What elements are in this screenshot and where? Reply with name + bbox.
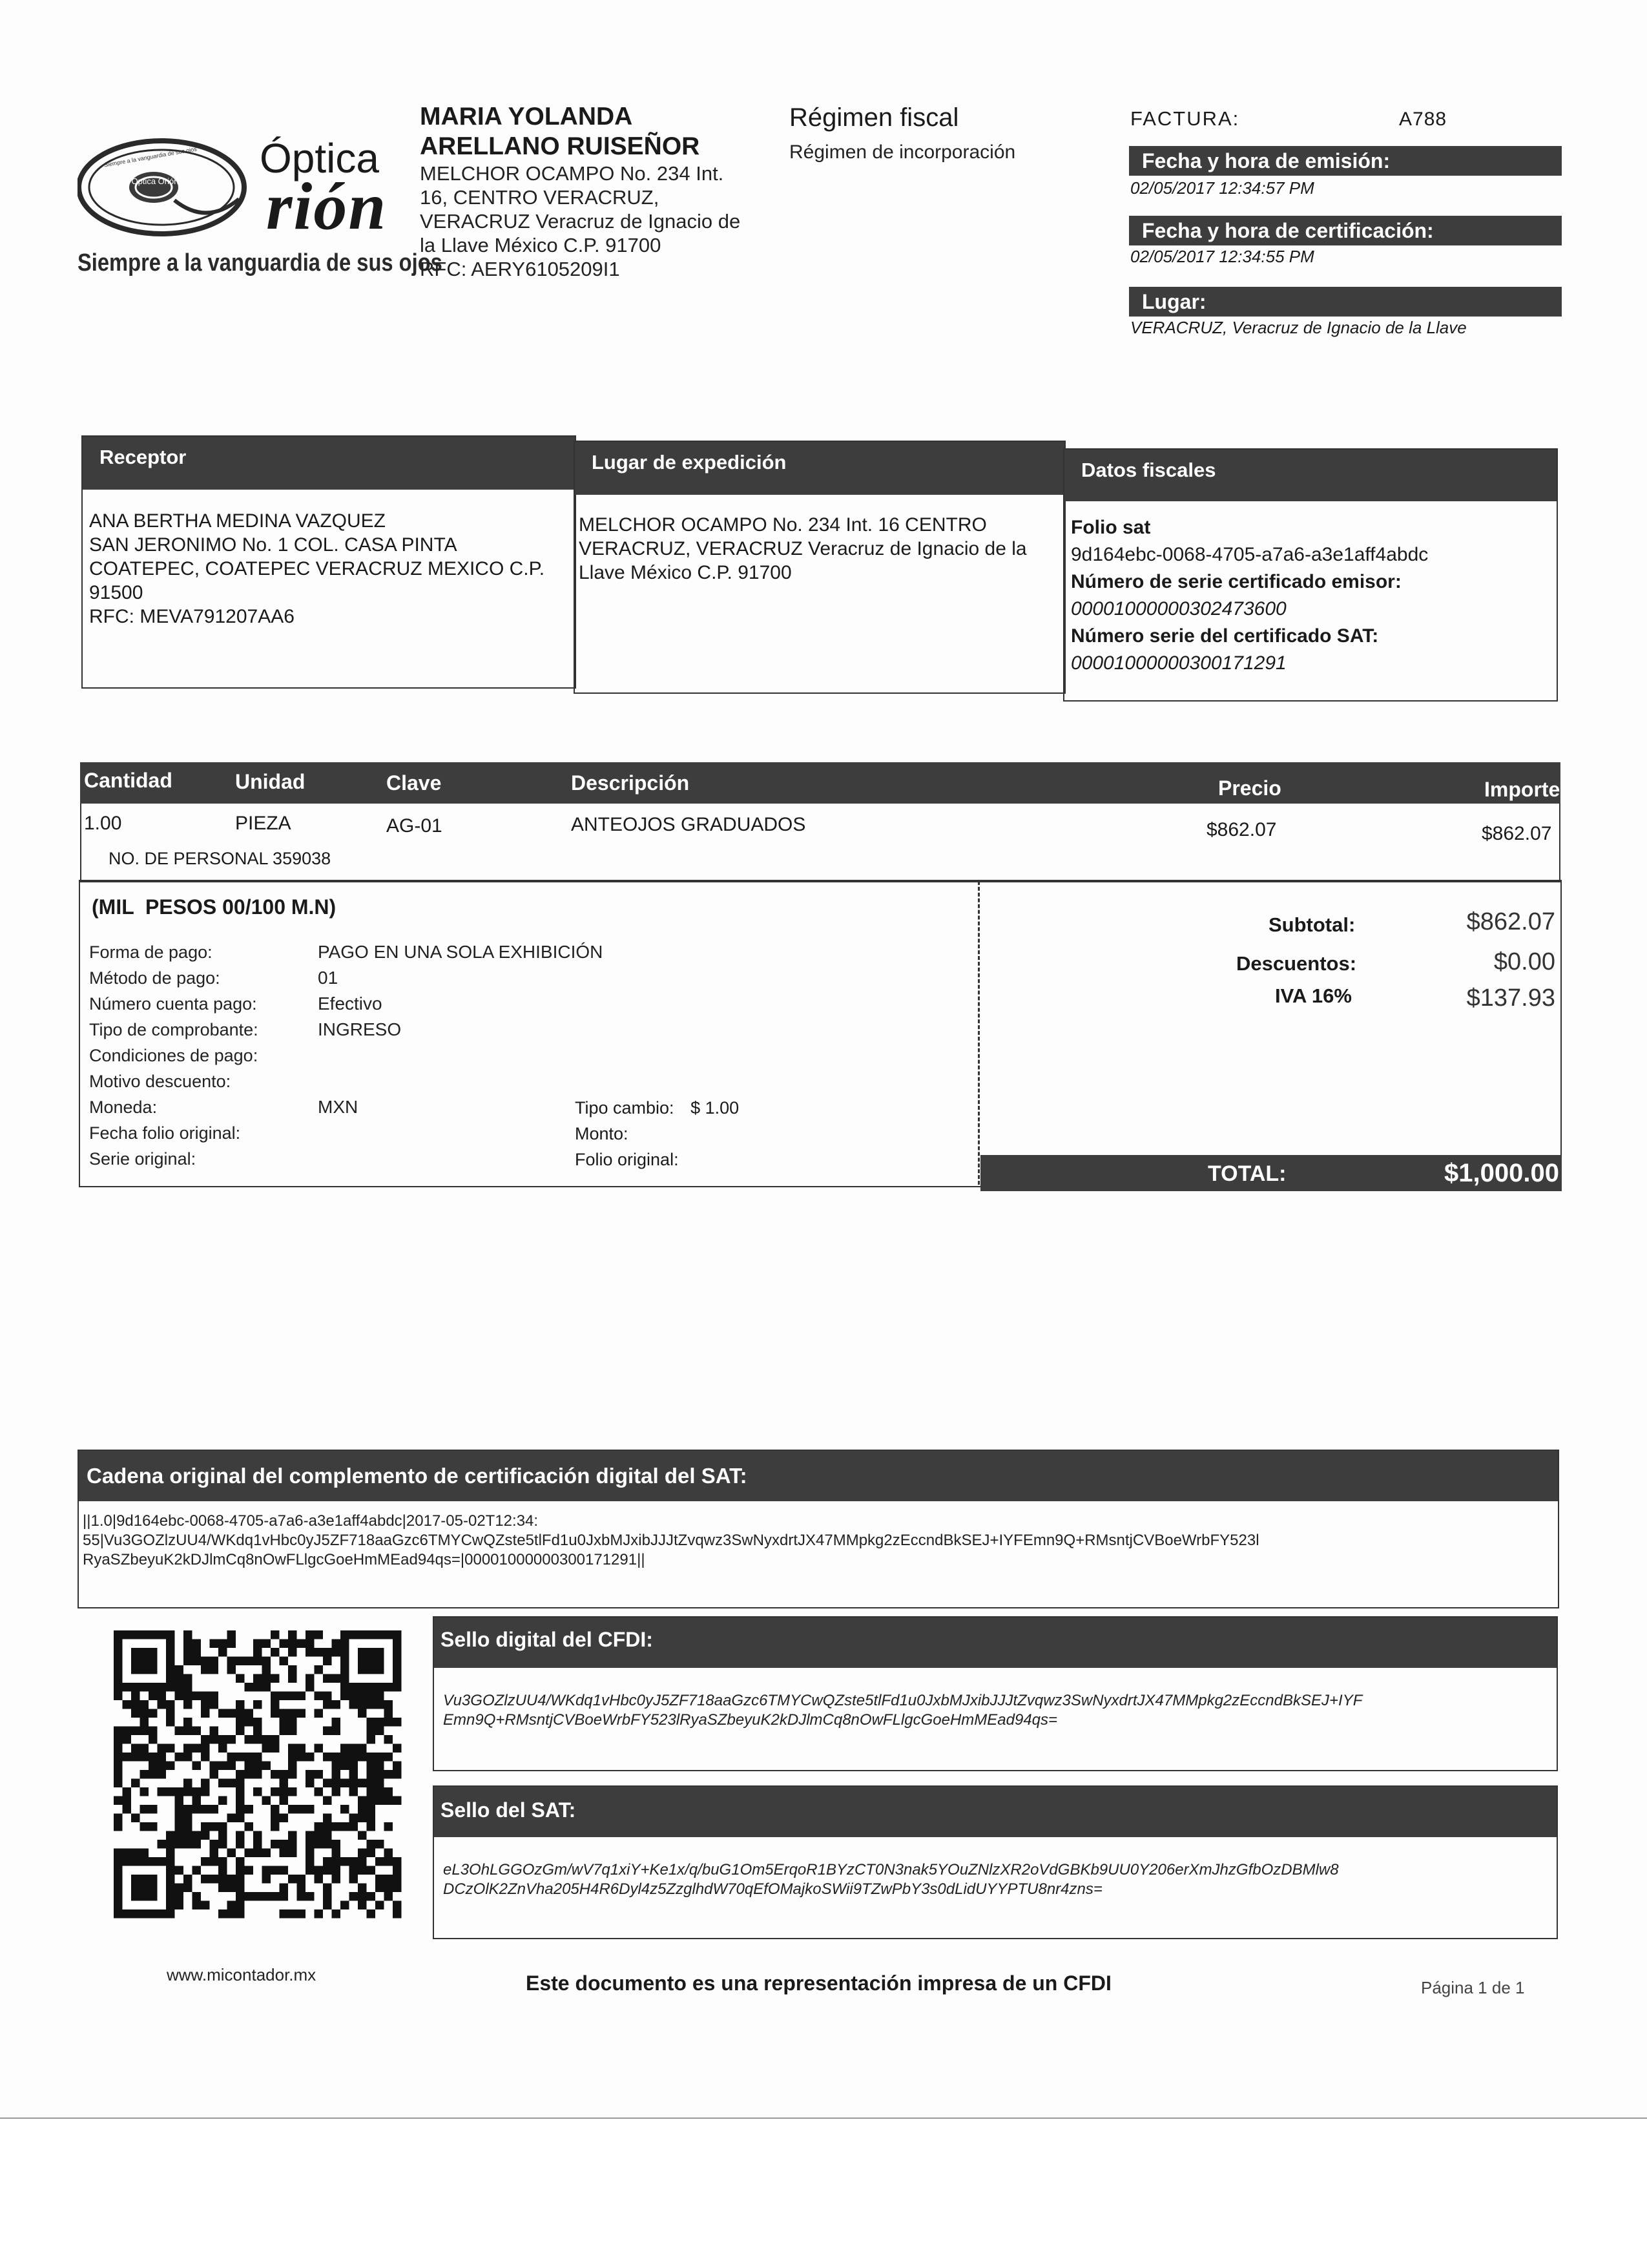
logo-slogan: Siempre a la vanguardia de sus ojos bbox=[78, 249, 442, 276]
cell-unidad: PIEZA bbox=[235, 813, 291, 834]
scan-bottom-margin bbox=[0, 2117, 1647, 2268]
field-label: Método de pago: bbox=[89, 968, 220, 988]
sello-sat-header: Sello del SAT: bbox=[434, 1787, 1557, 1837]
cert-sat-value: 00001000000300171291 bbox=[1071, 652, 1287, 674]
field-value: MXN bbox=[318, 1097, 358, 1117]
cadena-line: 55|Vu3GOZlzUU4/WKdq1vHbc0yJ5ZF718aaGzc6TMYCwQZste5tlFd1u0JxbMJxibJJJtZvqwz3SwNyxdrtJX47MMpkg2zEccndBkSEJ+IYFEmn9Q+RMsntjCVBoeWrbFY523l bbox=[83, 1532, 1259, 1549]
cell-descripcion: ANTEOJOS GRADUADOS bbox=[571, 814, 806, 835]
company-logo bbox=[78, 123, 442, 297]
folio-original-label: Folio original: bbox=[575, 1150, 679, 1169]
receptor-rfc: RFC: MEVA791207AA6 bbox=[89, 606, 295, 627]
field-label: Serie original: bbox=[89, 1149, 196, 1169]
sello-sat-box bbox=[433, 1785, 1558, 1939]
emision-header: Fecha y hora de emisión: bbox=[1129, 146, 1562, 176]
expedicion-line: MELCHOR OCAMPO No. 234 Int. 16 CENTRO bbox=[579, 514, 987, 536]
receptor-box bbox=[81, 435, 576, 689]
footer-website: www.micontador.mx bbox=[167, 1965, 316, 1984]
folio-sat-label: Folio sat bbox=[1071, 517, 1151, 538]
regimen-title: Régimen fiscal bbox=[789, 103, 959, 132]
cert-emisor-value: 00001000000302473600 bbox=[1071, 598, 1287, 619]
expedicion-line: Llave México C.P. 91700 bbox=[579, 562, 792, 583]
cadena-line: RyaSZbeyuK2kDJlmCq8nOwFLlgcGoeHmMEad94qs=|00001000000300171291|| bbox=[83, 1551, 645, 1568]
folio-sat-value: 9d164ebc-0068-4705-a7a6-a3e1aff4abdc bbox=[1071, 544, 1429, 565]
logo-brand-bottom: rión bbox=[266, 169, 388, 244]
footer-statement: Este documento es una representación impresa de un CFDI bbox=[526, 1971, 1112, 1995]
regimen-fiscal bbox=[789, 103, 1015, 163]
field-label: Fecha folio original: bbox=[89, 1123, 241, 1143]
summary-divider bbox=[978, 881, 980, 1185]
field-value: INGRESO bbox=[318, 1019, 402, 1039]
field-label: Condiciones de pago: bbox=[89, 1046, 258, 1065]
receptor-address-line: COATEPEC, COATEPEC VERACRUZ MEXICO C.P. bbox=[89, 558, 545, 579]
field-serie-original bbox=[89, 1146, 258, 1172]
cell-clave: AG-01 bbox=[386, 815, 442, 837]
certificacion-value: 02/05/2017 12:34:55 PM bbox=[1130, 247, 1314, 266]
table-row bbox=[80, 804, 1560, 881]
regimen-value: Régimen de incorporación bbox=[789, 141, 1016, 163]
logo-arc-text: Siempre a la vanguardia de sus ojos bbox=[103, 145, 198, 169]
field-label: Número cuenta pago: bbox=[89, 994, 257, 1014]
certificacion-header: Fecha y hora de certificación: bbox=[1129, 216, 1562, 245]
cadena-line: ||1.0|9d164ebc-0068-4705-a7a6-a3e1aff4abdc|2017-05-02T12:34: bbox=[83, 1512, 539, 1530]
expedicion-header: Lugar de expedición bbox=[575, 442, 1064, 495]
sello-sat-text bbox=[443, 1860, 1339, 1899]
expedicion-box bbox=[574, 441, 1066, 694]
total-row bbox=[980, 1155, 1562, 1191]
summary-box bbox=[79, 880, 1562, 1187]
expedicion-line: VERACRUZ, VERACRUZ Veracruz de Ignacio de la bbox=[579, 538, 1027, 559]
factura-label: FACTURA: bbox=[1130, 107, 1240, 130]
cert-emisor-label: Número de serie certificado emisor: bbox=[1071, 571, 1402, 592]
col-descripcion-header: Descripción bbox=[571, 771, 690, 795]
col-clave-header: Clave bbox=[386, 771, 442, 795]
receptor-address-line: SAN JERONIMO No. 1 COL. CASA PINTA bbox=[89, 534, 457, 556]
descuentos-label: Descuentos: bbox=[1236, 952, 1357, 975]
cadena-original-header: Cadena original del complemento de certificación digital del SAT: bbox=[79, 1451, 1558, 1501]
issuer-address-line: la Llave México C.P. 91700 bbox=[420, 234, 661, 256]
issuer-address bbox=[420, 161, 782, 281]
lugar-value: VERACRUZ, Veracruz de Ignacio de la Llave bbox=[1130, 318, 1467, 337]
subtotal-value: $862.07 bbox=[1466, 908, 1555, 935]
cell-precio: $862.07 bbox=[1207, 819, 1277, 840]
col-importe-header: Importe bbox=[1484, 778, 1560, 801]
receptor-address-line: 91500 bbox=[89, 582, 143, 603]
sello-cfdi-header: Sello digital del CFDI: bbox=[434, 1618, 1557, 1668]
issuer-address-line: VERACRUZ Veracruz de Ignacio de bbox=[420, 210, 741, 233]
subtotal-label: Subtotal: bbox=[1269, 913, 1356, 936]
items-table bbox=[80, 762, 1560, 882]
col-unidad-header: Unidad bbox=[235, 770, 306, 793]
field-label: Motivo descuento: bbox=[89, 1072, 231, 1091]
cadena-original-box bbox=[78, 1450, 1559, 1608]
field-tipo-comprobante bbox=[89, 1017, 402, 1043]
totals-panel bbox=[980, 881, 1562, 1189]
issuer-name-line: ARELLANO RUISEÑOR bbox=[420, 132, 700, 160]
field-condiciones bbox=[89, 1043, 258, 1068]
sello-cfdi-text bbox=[443, 1691, 1362, 1730]
cell-cantidad: 1.00 bbox=[84, 813, 122, 834]
footer-page-number: Página 1 de 1 bbox=[1421, 1978, 1525, 1997]
datos-fiscales-header: Datos fiscales bbox=[1064, 450, 1557, 501]
sello-sat-line: DCzOlK2ZnVha205H4R6Dyl4z5ZzglhdW70qEfOMajkoSWii9TZwPbY3s0dLidUYYPTU8nr4zns= bbox=[443, 1880, 1103, 1898]
cell-note: NO. DE PERSONAL 359038 bbox=[109, 849, 331, 868]
field-value: PAGO EN UNA SOLA EXHIBICIÓN bbox=[318, 942, 603, 962]
issuer-address-line: MELCHOR OCAMPO No. 234 Int. bbox=[420, 162, 724, 185]
cadena-original-text bbox=[83, 1512, 1259, 1570]
datos-fiscales-body bbox=[1071, 514, 1428, 677]
issuer-rfc: RFC: AERY6105209I1 bbox=[420, 258, 620, 280]
logo-brand-top: Óptica bbox=[260, 135, 379, 182]
field-motivo-descuento bbox=[89, 1068, 258, 1094]
items-header-row bbox=[80, 762, 1560, 804]
col-cantidad-header: Cantidad bbox=[84, 769, 172, 792]
field-fecha-folio bbox=[89, 1120, 258, 1146]
lugar-header: Lugar: bbox=[1129, 287, 1562, 317]
sello-cfdi-box bbox=[433, 1616, 1558, 1771]
field-label: Tipo de comprobante: bbox=[89, 1020, 258, 1039]
tipo-cambio-label: Tipo cambio: bbox=[575, 1098, 674, 1118]
iva-value: $137.93 bbox=[1466, 984, 1555, 1012]
issuer-info bbox=[420, 102, 782, 281]
issuer-name-line: MARIA YOLANDA bbox=[420, 103, 633, 130]
field-label: Moneda: bbox=[89, 1098, 158, 1117]
sello-cfdi-line: Emn9Q+RMsntjCVBoeWrbFY523lRyaSZbeyuK2kDJlmCq8nOwFLlgcGoeHmMEad94qs= bbox=[443, 1711, 1058, 1729]
logo-badge-text: Óptica Orión bbox=[131, 176, 179, 186]
field-value: 01 Efectivo bbox=[318, 968, 382, 1014]
amount-in-words: (MIL PESOS 00/100 M.N) bbox=[92, 895, 337, 919]
iva-label: IVA 16% bbox=[1275, 984, 1352, 1007]
total-label: TOTAL: bbox=[1208, 1161, 1287, 1186]
expedicion-body bbox=[579, 513, 1027, 585]
monto-label: Monto: bbox=[575, 1124, 628, 1143]
field-moneda bbox=[89, 1094, 358, 1120]
factura-number: A788 bbox=[1399, 109, 1447, 130]
sello-sat-line: eL3OhLGGOzGm/wV7q1xiY+Ke1x/q/buG1Om5ErqoR1BYzCT0N3nak5YOuZNlzXR2oVdGBKb9UU0Y206erXmJhzGfbOzDBMlw8 bbox=[443, 1861, 1339, 1878]
field-label: Forma de pago: bbox=[89, 942, 212, 962]
sello-cfdi-line: Vu3GOZlzUU4/WKdq1vHbc0yJ5ZF718aaGzc6TMYCwQZste5tlFd1u0JxbMJxibJJJtZvqwz3SwNyxdrtJX47MMpkg2zEccndBkSEJ+IYF bbox=[443, 1692, 1363, 1709]
receptor-name: ANA BERTHA MEDINA VAZQUEZ bbox=[89, 510, 386, 532]
field-forma-pago bbox=[89, 939, 603, 965]
tipo-cambio-value: $ 1.00 bbox=[690, 1098, 740, 1118]
qr-code-icon bbox=[114, 1630, 403, 1921]
col-precio-header: Precio bbox=[1218, 776, 1281, 800]
datos-fiscales-box bbox=[1063, 448, 1558, 702]
cell-importe: $862.07 bbox=[1482, 823, 1552, 844]
issuer-name bbox=[420, 102, 782, 161]
total-value: $1,000.00 bbox=[1444, 1159, 1559, 1187]
field-numero-cuenta bbox=[89, 991, 258, 1017]
qr-code bbox=[114, 1630, 403, 1921]
tipo-cambio bbox=[575, 1098, 739, 1118]
descuentos-value: $0.00 bbox=[1493, 948, 1555, 975]
issuer-address-line: 16, CENTRO VERACRUZ, bbox=[420, 186, 659, 209]
receptor-body bbox=[89, 509, 544, 629]
emision-value: 02/05/2017 12:34:57 PM bbox=[1130, 178, 1314, 198]
receptor-header: Receptor bbox=[83, 437, 575, 490]
cert-sat-label: Número serie del certificado SAT: bbox=[1071, 625, 1379, 647]
